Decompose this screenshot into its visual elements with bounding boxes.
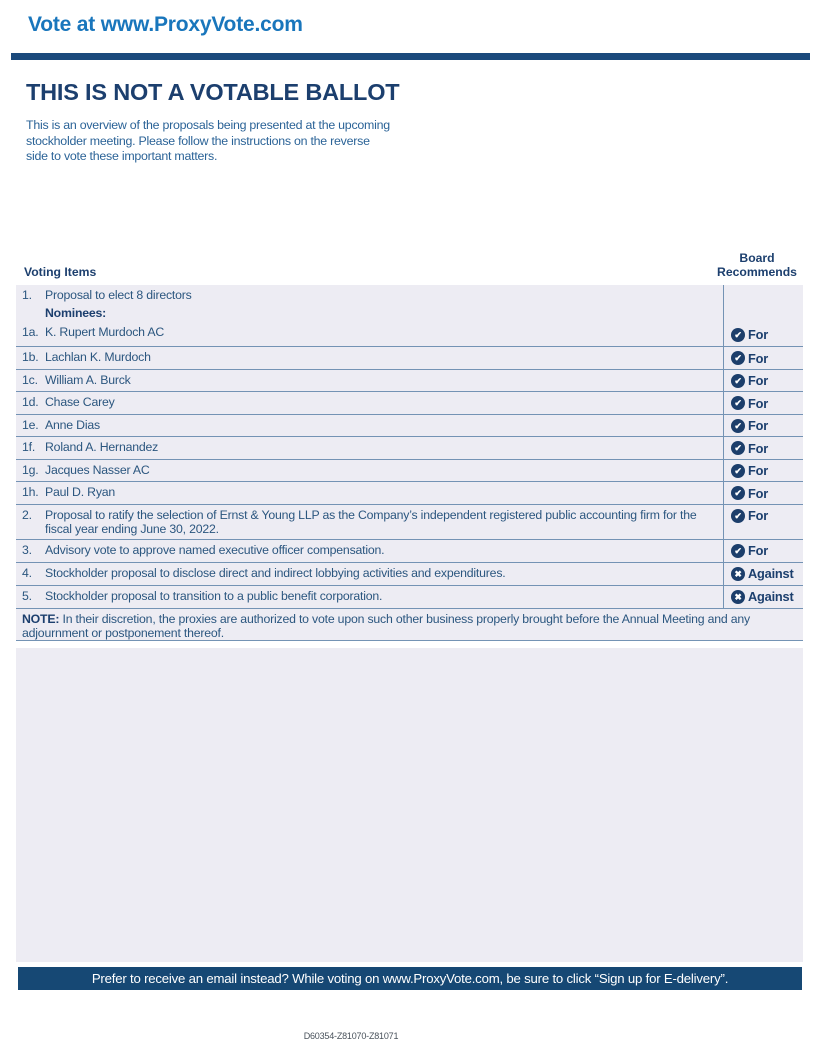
nominee-name: Anne Dias <box>45 417 100 432</box>
item-number: 4. <box>22 565 32 580</box>
table-row <box>16 505 803 540</box>
board-recommendation <box>731 396 803 411</box>
board-recommendation <box>731 441 803 456</box>
recommendation-label: For <box>748 463 769 478</box>
nominee-name: K. Rupert Murdoch AC <box>45 324 165 339</box>
item-number: 1a. <box>22 324 39 339</box>
page-title: THIS IS NOT A VOTABLE BALLOT <box>26 79 400 105</box>
item-number: 5. <box>22 588 32 603</box>
recommendation-label: For <box>748 373 769 388</box>
column-header-board-recommends: Board Recommends <box>717 251 797 279</box>
against-icon: ✖ <box>731 590 745 604</box>
table-row <box>16 285 803 347</box>
for-icon: ✔ <box>731 396 745 410</box>
vote-url-heading: Vote at www.ProxyVote.com <box>28 13 303 36</box>
board-recommendation <box>731 327 803 342</box>
board-recommendation <box>731 418 803 433</box>
table-row <box>16 370 803 393</box>
note-row <box>16 609 803 641</box>
item-text: Proposal to elect 8 directors <box>45 288 192 302</box>
table-row <box>16 437 803 460</box>
table-row <box>16 563 803 586</box>
nominee-name: Paul D. Ryan <box>45 485 116 499</box>
for-icon: ✔ <box>731 351 745 365</box>
table-row <box>16 482 803 505</box>
recommendation-label: For <box>748 350 769 366</box>
item-number: 1f. <box>22 440 36 454</box>
column-header-voting-items: Voting Items <box>24 265 97 279</box>
item-number: 2. <box>22 507 32 522</box>
header-divider <box>11 53 810 60</box>
item-number: 1e. <box>22 417 39 432</box>
board-recommendation <box>731 543 803 558</box>
nominee-name: Lachlan K. Murdoch <box>45 350 151 364</box>
item-text: Stockholder proposal to disclose direct and indirect lobbying activities and expenditures. <box>45 565 506 580</box>
nominee-name: William A. Burck <box>45 372 131 387</box>
table-row <box>16 540 803 563</box>
for-icon: ✔ <box>731 419 745 433</box>
recommendation-label: For <box>748 543 769 558</box>
item-text: Stockholder proposal to transition to a public benefit corporation. <box>45 588 383 603</box>
item-text: Proposal to ratify the selection of Ernst & Young LLP as the Company’s independent registered public accounting firm for the fiscal year ending June 30, 2022. <box>45 507 697 537</box>
board-recommendation <box>731 463 803 478</box>
nominee-name: Jacques Nasser AC <box>45 462 150 477</box>
for-icon: ✔ <box>731 441 745 455</box>
against-icon: ✖ <box>731 567 745 581</box>
board-recommendation <box>731 566 803 581</box>
item-number: 3. <box>22 542 32 557</box>
empty-continuation-panel <box>16 648 803 962</box>
note-text: In their discretion, the proxies are authorized to vote upon such other business properly brought before the Annual Meeting and any adjournment or postponement thereof. <box>22 611 750 641</box>
for-icon: ✔ <box>731 544 745 558</box>
recommendation-label: Against <box>748 566 794 581</box>
board-recommendation <box>731 589 803 604</box>
table-row <box>16 586 803 609</box>
recommendation-label: For <box>748 418 769 433</box>
for-icon: ✔ <box>731 509 745 523</box>
for-icon: ✔ <box>731 486 745 500</box>
item-text: Advisory vote to approve named executive officer compensation. <box>45 542 385 557</box>
nominee-name: Chase Carey <box>45 395 115 409</box>
table-row <box>16 415 803 438</box>
for-icon: ✔ <box>731 464 745 478</box>
item-number: 1b. <box>22 350 39 364</box>
recommendation-label: For <box>748 508 769 523</box>
recommendation-label: Against <box>748 589 794 604</box>
for-icon: ✔ <box>731 374 745 388</box>
recommendation-label: For <box>748 327 769 342</box>
item-number: 1g. <box>22 462 39 477</box>
recommendation-label: For <box>748 440 769 456</box>
edelivery-banner: Prefer to receive an email instead? While voting on www.ProxyVote.com, be sure to click “Sign up for E-delivery”. <box>18 967 802 990</box>
nominees-heading: Nominees: <box>45 306 107 321</box>
board-recommendation <box>731 508 803 523</box>
board-recommendation <box>731 373 803 388</box>
voting-items-table <box>16 285 803 962</box>
note-label: NOTE: <box>22 611 60 626</box>
table-row <box>16 460 803 483</box>
board-recommendation <box>731 351 803 366</box>
recommendation-label: For <box>748 485 769 501</box>
item-number: 1. <box>22 288 32 302</box>
nominee-name: Roland A. Hernandez <box>45 440 159 454</box>
item-number: 1h. <box>22 485 39 499</box>
recommendation-label: For <box>748 395 769 411</box>
item-number: 1c. <box>22 372 38 387</box>
for-icon: ✔ <box>731 328 745 342</box>
table-row <box>16 347 803 370</box>
table-gap <box>16 641 803 648</box>
form-code: D60354-Z81070-Z81071 <box>303 1031 399 1041</box>
item-number: 1d. <box>22 395 39 409</box>
table-row <box>16 392 803 415</box>
board-recommendation <box>731 486 803 501</box>
intro-paragraph: This is an overview of the proposals being presented at the upcoming stockholder meeting. Please follow the instructions on the reverse side to vote these important matters. <box>26 118 390 164</box>
